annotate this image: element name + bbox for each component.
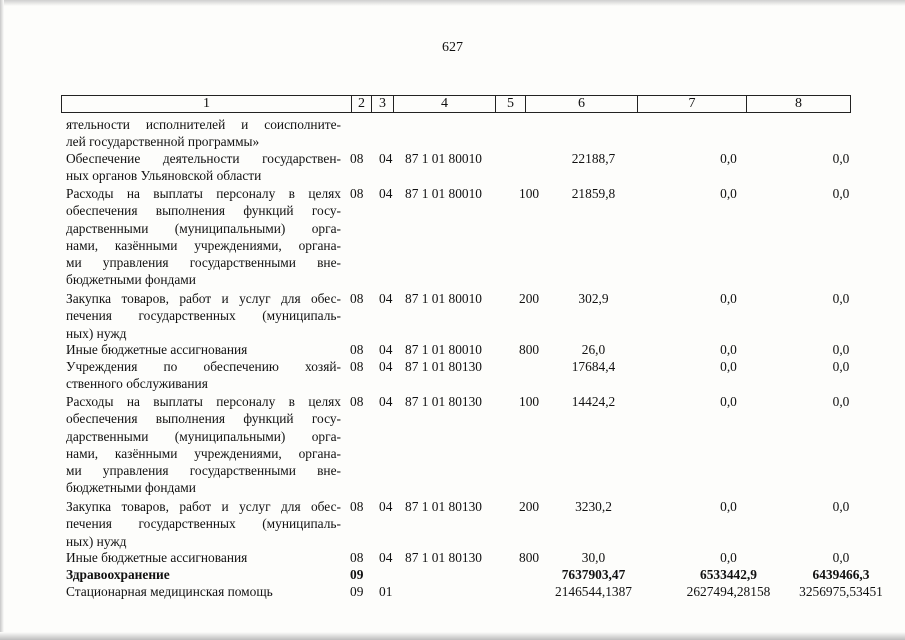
- row-section: 08: [350, 151, 364, 166]
- row-name-line: Расходы на выплаты персоналу в целях: [66, 394, 341, 409]
- row-name-line: Стационарная медицинская помощь: [66, 584, 273, 599]
- row-amount-2: 0,0: [720, 151, 737, 166]
- page-number: 627: [442, 40, 463, 55]
- row-name-line: нами, казёнными учреждениями, органа-: [66, 237, 341, 253]
- row-name-line: лей государственной программы»: [66, 134, 260, 150]
- header-col-8: 8: [746, 96, 850, 112]
- row-subsection: 04: [379, 550, 393, 565]
- row-name-line: Расходы на выплаты персоналу в целях: [66, 186, 341, 201]
- row-amount-1: 22188,7: [571, 151, 616, 166]
- header-col-7: 7: [637, 96, 746, 112]
- row-name-line: печения государственных (муниципаль-: [66, 308, 341, 324]
- row-name-line: ственного обслуживания: [66, 376, 208, 392]
- row-subsection: 04: [379, 394, 393, 409]
- row-name-line: ми управления государственными вне-: [66, 463, 341, 479]
- row-subsection: 04: [379, 151, 393, 166]
- row-amount-1: 21859,8: [571, 186, 616, 201]
- row-name: [66, 583, 341, 600]
- row-section: 09: [350, 584, 364, 599]
- row-subsection: 04: [379, 186, 393, 201]
- row-amount-1: 2146544,1387: [555, 584, 632, 599]
- row-amount-3: 0,0: [832, 394, 850, 409]
- scan-edge-bottom: [0, 632, 905, 640]
- row-amount-2: 0,0: [720, 359, 737, 374]
- row-subsection: 04: [379, 359, 393, 374]
- row-name-line: ми управления государственными вне-: [66, 255, 341, 271]
- row-amount-1: 30,0: [581, 550, 606, 565]
- row-name: [66, 393, 341, 497]
- header-col-3: 3: [371, 96, 393, 112]
- row-target-article: 87 1 01 80010: [405, 186, 482, 201]
- scan-edge-top: [0, 0, 905, 6]
- row-name-line: Закупка товаров, работ и услуг для обес-: [66, 291, 341, 306]
- row-amount-2: 0,0: [720, 394, 737, 409]
- header-col-6: 6: [525, 96, 637, 112]
- row-amount-3: 3256975,53451: [799, 584, 883, 599]
- row-name-line: обеспечения выполнения функций госу-: [66, 203, 341, 219]
- row-name-line: ных органов Ульяновской области: [66, 168, 262, 184]
- row-amount-3: 0,0: [832, 550, 850, 565]
- row-amount-3: 0,0: [832, 342, 850, 357]
- row-name: [66, 498, 341, 550]
- row-name-line: ных) нужд: [66, 533, 127, 549]
- row-amount-3: 6439466,3: [812, 567, 870, 582]
- row-section: 08: [350, 186, 364, 201]
- row-amount-1: 14424,2: [571, 394, 616, 409]
- scan-edge-left: [0, 0, 4, 640]
- row-amount-1: 3230,2: [575, 499, 612, 514]
- row-amount-3: 0,0: [832, 499, 850, 514]
- row-amount-3: 0,0: [832, 151, 850, 166]
- row-name: [66, 150, 341, 185]
- row-target-article: 87 1 01 80130: [405, 499, 482, 514]
- row-section: 08: [350, 342, 364, 357]
- row-expense-type: 100: [519, 394, 540, 409]
- header-col-1: 1: [203, 96, 210, 111]
- row-expense-type: 200: [519, 499, 540, 514]
- row-amount-2: 0,0: [720, 186, 737, 201]
- row-expense-type: 100: [519, 186, 540, 201]
- row-name-line: нами, казёнными учреждениями, органа-: [66, 445, 341, 461]
- row-amount-2: 0,0: [720, 342, 737, 357]
- row-name-line: обеспечения выполнения функций госу-: [66, 411, 341, 427]
- row-section: 08: [350, 359, 364, 374]
- row-target-article: 87 1 01 80010: [405, 342, 482, 357]
- row-section: 08: [350, 499, 364, 514]
- row-name-line: Обеспечение деятельности государствен-: [66, 151, 341, 166]
- row-name-line: Иные бюджетные ассигнования: [66, 550, 248, 565]
- row-name: [66, 116, 341, 151]
- table-header-row: [61, 95, 851, 113]
- row-section: 08: [350, 291, 364, 306]
- row-amount-1: 17684,4: [571, 359, 616, 374]
- row-target-article: 87 1 01 80130: [405, 550, 482, 565]
- row-amount-1: 7637903,47: [561, 567, 626, 582]
- row-name: [66, 566, 341, 583]
- row-section: 09: [350, 567, 364, 582]
- row-name-line: ятельности исполнителей и соисполните-: [66, 117, 341, 132]
- row-amount-2: 6533442,9: [700, 567, 757, 582]
- row-section: 08: [350, 394, 364, 409]
- header-col-5: 5: [495, 96, 525, 112]
- row-name-line: Здравоохранение: [66, 567, 170, 582]
- row-name-line: бюджетными фондами: [66, 480, 196, 496]
- row-amount-1: 302,9: [578, 291, 609, 306]
- row-name-line: Закупка товаров, работ и услуг для обес-: [66, 499, 341, 514]
- row-name-line: ных) нужд: [66, 325, 127, 341]
- row-amount-3: 0,0: [832, 359, 850, 374]
- header-col-2: 2: [351, 96, 371, 112]
- row-target-article: 87 1 01 80010: [405, 151, 482, 166]
- row-subsection: 04: [379, 291, 393, 306]
- row-expense-type: 200: [519, 291, 540, 306]
- row-subsection: 04: [379, 342, 393, 357]
- row-section: 08: [350, 550, 364, 565]
- row-amount-2: 0,0: [720, 499, 737, 514]
- row-amount-2: 2627494,28158: [686, 584, 771, 599]
- row-target-article: 87 1 01 80130: [405, 394, 482, 409]
- row-subsection: 04: [379, 499, 393, 514]
- row-name: [66, 185, 341, 289]
- row-name-line: печения государственных (муниципаль-: [66, 516, 341, 532]
- row-amount-2: 0,0: [720, 291, 737, 306]
- row-name: [66, 290, 341, 342]
- row-name-line: дарственными (муниципальными) орга-: [66, 220, 341, 236]
- row-name-line: дарственными (муниципальными) орга-: [66, 428, 341, 444]
- row-amount-2: 0,0: [720, 550, 737, 565]
- row-target-article: 87 1 01 80130: [405, 359, 482, 374]
- row-name-line: бюджетными фондами: [66, 272, 196, 288]
- row-name: [66, 549, 341, 566]
- header-col-4: 4: [393, 96, 495, 112]
- row-name: [66, 341, 341, 358]
- row-subsection: 01: [379, 584, 393, 599]
- row-name-line: Иные бюджетные ассигнования: [66, 342, 248, 357]
- row-amount-3: 0,0: [832, 291, 850, 306]
- row-expense-type: 800: [519, 550, 540, 565]
- row-name: [66, 358, 341, 393]
- row-name-line: Учреждения по обеспечению хозяй-: [66, 359, 341, 374]
- row-amount-3: 0,0: [832, 186, 850, 201]
- row-target-article: 87 1 01 80010: [405, 291, 482, 306]
- row-amount-1: 26,0: [581, 342, 606, 357]
- row-expense-type: 800: [519, 342, 540, 357]
